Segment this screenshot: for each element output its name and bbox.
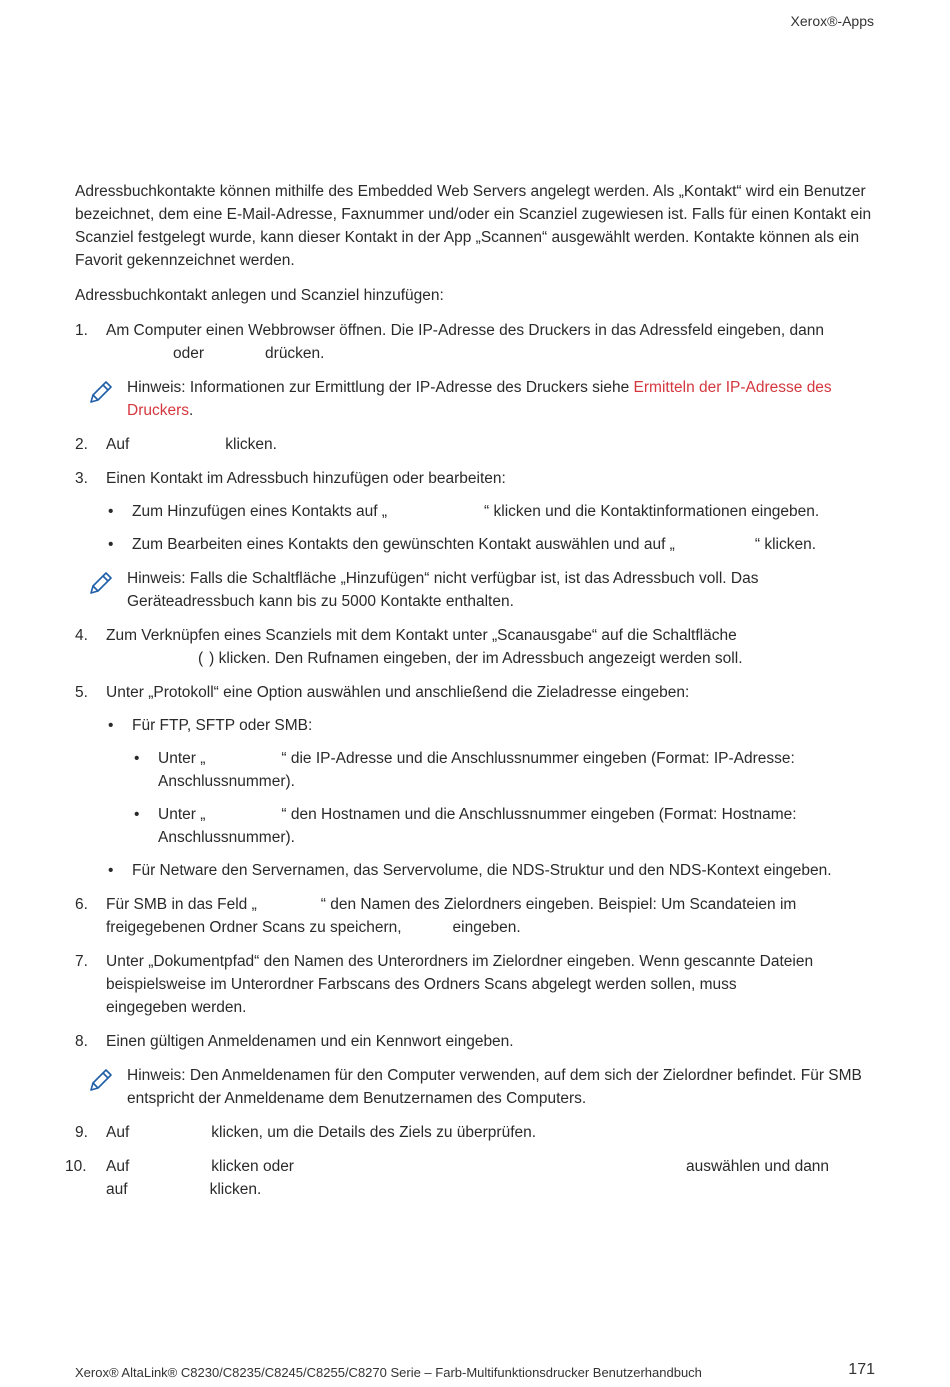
list-item: • Zum Hinzufügen eines Kontakts auf „ “ klicken und die Kontaktinformationen eingeben.	[108, 503, 820, 520]
step-5: 5. Unter „Protokoll“ eine Option auswählen und anschließend die Zieladresse eingeben: • Für FTP, SFTP oder SMB: • Unter „ “ die IP-Adresse und die Anschlussnummer eingeben (Format: IP-Adresse: Anschlussnummer). • Unter „ “ den Hostnamen und die Anschlussnummer eingeben (Format: Hostname: Anschlussnummer). • Für Netware den Servernamen, das Servervolume, die NDS-Struktur und den NDS-Kontext eingeben.	[75, 681, 875, 882]
page-number: 171	[848, 1361, 875, 1378]
step-number: 4.	[75, 627, 88, 644]
step-2: 2. Auf klicken.	[75, 433, 875, 456]
intro-paragraph: Adressbuchkontakte können mithilfe des Embedded Web Servers angelegt werden. Als „Kontakt“ wird ein Benutzer bezeichnet, dem eine E-Mail-Adresse, Faxnummer und/oder ein Scanziel zugewiesen ist. Falls für einen Kontakt ein Scanziel festgelegt wurde, kann dieser Kontakt in der App „Scannen“ ausgewählt werden. Kontakte können als ein Favorit gekennzeichnet werden.	[75, 183, 872, 269]
step-10: 10. Auf klicken oder auswählen und dann auf klicken.	[75, 1155, 875, 1201]
step-number: 1.	[75, 322, 88, 339]
note-login-name: Hinweis: Den Anmeldenamen für den Computer verwenden, auf dem sich der Zielordner befindet. Für SMB entspricht der Anmeldename dem Benutzernamen des Computers.	[75, 1064, 875, 1110]
bullet-list	[106, 714, 875, 882]
list-item: • Für Netware den Servernamen, das Servervolume, die NDS-Struktur und den NDS-Kontext eingeben.	[108, 862, 832, 879]
step-8: 8. Einen gültigen Anmeldenamen und ein Kennwort eingeben.	[75, 1030, 875, 1053]
step-1: 1. Am Computer einen Webbrowser öffnen. Die IP-Adresse des Druckers in das Adressfeld eingeben, dann oder drücken.	[75, 319, 875, 365]
step-number: 3.	[75, 470, 88, 487]
step-number: 9.	[75, 1124, 88, 1141]
step-number: 8.	[75, 1033, 88, 1050]
procedure-lead: Adressbuchkontakt anlegen und Scanziel hinzufügen:	[75, 287, 444, 304]
nested-bullet-list	[132, 747, 875, 849]
step-number: 6.	[75, 896, 88, 913]
pencil-note-icon	[87, 569, 115, 597]
list-item: • Unter „ “ die IP-Adresse und die Anschlussnummer eingeben (Format: IP-Adresse: Anschlussnummer).	[134, 750, 795, 790]
step-3: 3. Einen Kontakt im Adressbuch hinzufügen oder bearbeiten: • Zum Hinzufügen eines Kontakts auf „ “ klicken und die Kontaktinformationen eingeben. • Zum Bearbeiten eines Kontakts den gewünschten Kontakt auswählen und auf „ “ klicken.	[75, 467, 875, 556]
pencil-note-icon	[87, 1066, 115, 1094]
pencil-note-icon	[87, 378, 115, 406]
bullet-list	[106, 500, 875, 556]
page-content	[65, 180, 875, 1212]
step-9: 9. Auf klicken, um die Details des Ziels zu überprüfen.	[75, 1121, 875, 1144]
step-7: 7. Unter „Dokumentpfad“ den Namen des Unterordners im Zielordner eingeben. Wenn gescannte Dateien beispielsweise im Unterordner Farbscans des Ordners Scans abgelegt werden sollen, muss eingegeben werden.	[75, 950, 875, 1019]
running-header: Xerox®-Apps	[790, 13, 874, 29]
step-number: 2.	[75, 436, 88, 453]
note-address-book-full: Hinweis: Falls die Schaltfläche „Hinzufügen“ nicht verfügbar ist, ist das Adressbuch voll. Das Geräteadressbuch kann bis zu 5000 Kontakte enthalten.	[75, 567, 875, 613]
list-item: • Zum Bearbeiten eines Kontakts den gewünschten Kontakt auswählen und auf „ “ klicken.	[108, 536, 817, 553]
page-footer	[75, 1361, 875, 1380]
ip-address-link[interactable]: Ermitteln der IP-Adresse des Druckers	[127, 379, 832, 419]
list-item: • Für FTP, SFTP oder SMB: • Unter „ “ die IP-Adresse und die Anschlussnummer eingeben (Format: IP-Adresse: Anschlussnummer). • Unter „ “ den Hostnamen und die Anschlussnummer eingeben (Format: Hostname: Anschlussnummer).	[106, 714, 875, 849]
step-number: 5.	[75, 684, 88, 701]
step-6: 6. Für SMB in das Feld „ “ den Namen des Zielordners eingeben. Beispiel: Um Scandateien im freigegebenen Ordner Scans zu speichern, eingeben.	[75, 893, 875, 939]
step-4: 4. Zum Verknüpfen eines Scanziels mit dem Kontakt unter „Scanausgabe“ auf die Schaltfläche ( ) klicken. Den Rufnamen eingeben, der im Adressbuch angezeigt werden soll.	[75, 624, 875, 670]
footer-title: Xerox® AltaLink® C8230/C8235/C8245/C8255/C8270 Serie – Farb-Multifunktionsdrucker Benutzerhandbuch	[75, 1365, 702, 1380]
step-number: 7.	[75, 953, 88, 970]
note-ip-address: Hinweis: Informationen zur Ermittlung der IP-Adresse des Druckers siehe Ermitteln der IP-Adresse des Druckers.	[75, 376, 875, 422]
list-item: • Unter „ “ den Hostnamen und die Anschlussnummer eingeben (Format: Hostname: Anschlussnummer).	[134, 806, 797, 846]
step-number: 10.	[65, 1158, 87, 1175]
